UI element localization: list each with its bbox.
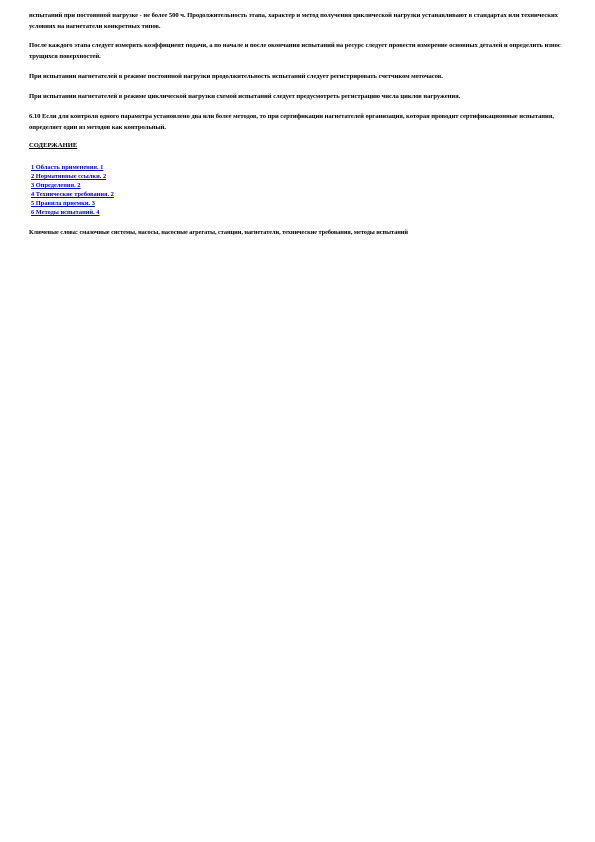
keywords-line: Ключевые слова: смазочные системы, насосы, насосные агрегаты, станции, нагнетатели, технические требования, методы испытаний (29, 229, 408, 236)
toc-link-definitions[interactable]: 3 Определения. 2 (31, 182, 81, 189)
toc-link-acceptance-rules[interactable]: 5 Правила приемки. 3 (31, 200, 95, 207)
toc-item (31, 190, 561, 199)
toc-item (31, 172, 561, 181)
paragraph-test-duration: испытаний при постоянной нагрузке - не более 500 ч. Продолжительность этапа, характер и метод получения циклической нагрузки устанавливают в стандартах или технических условиях на нагнетатели конкретных типов. (29, 12, 558, 30)
toc-link-scope[interactable]: 1 Область применения. 1 (31, 164, 104, 171)
toc-item (31, 181, 561, 190)
paragraph-constant-load: При испытании нагнетателей в режиме постоянной нагрузки продолжительность испытаний следует регистрировать счетчиком моточасов. (29, 73, 443, 80)
toc-item (31, 208, 561, 217)
toc-item (31, 199, 561, 208)
table-of-contents (31, 163, 561, 217)
paragraph-cyclic-load: При испытании нагнетателей в режиме циклической нагрузки схемой испытаний следует предусмотреть регистрацию числа циклов нагружения. (29, 93, 461, 100)
toc-link-normative-references[interactable]: 2 Нормативные ссылки. 2 (31, 173, 107, 180)
paragraph-measurement: После каждого этапа следует измерять коэффициент подачи, а по начале и после окончания испытаний на ресурс следует провести измерение основных деталей и определить износ трущихся поверхностей. (29, 42, 561, 60)
toc-item (31, 163, 561, 172)
document-page (29, 10, 561, 238)
toc-link-technical-requirements[interactable]: 4 Технические требования. 2 (31, 191, 114, 198)
paragraph-6-10: 6.10 Если для контроля одного параметра установлено два или более методов, то при сертификации нагнетателей организация, которая проводит сертификационные испытания, определяет один из методов как контрольный. (29, 113, 554, 131)
toc-heading: СОДЕРЖАНИЕ (29, 142, 78, 149)
toc-link-test-methods[interactable]: 6 Методы испытаний. 4 (31, 209, 100, 216)
